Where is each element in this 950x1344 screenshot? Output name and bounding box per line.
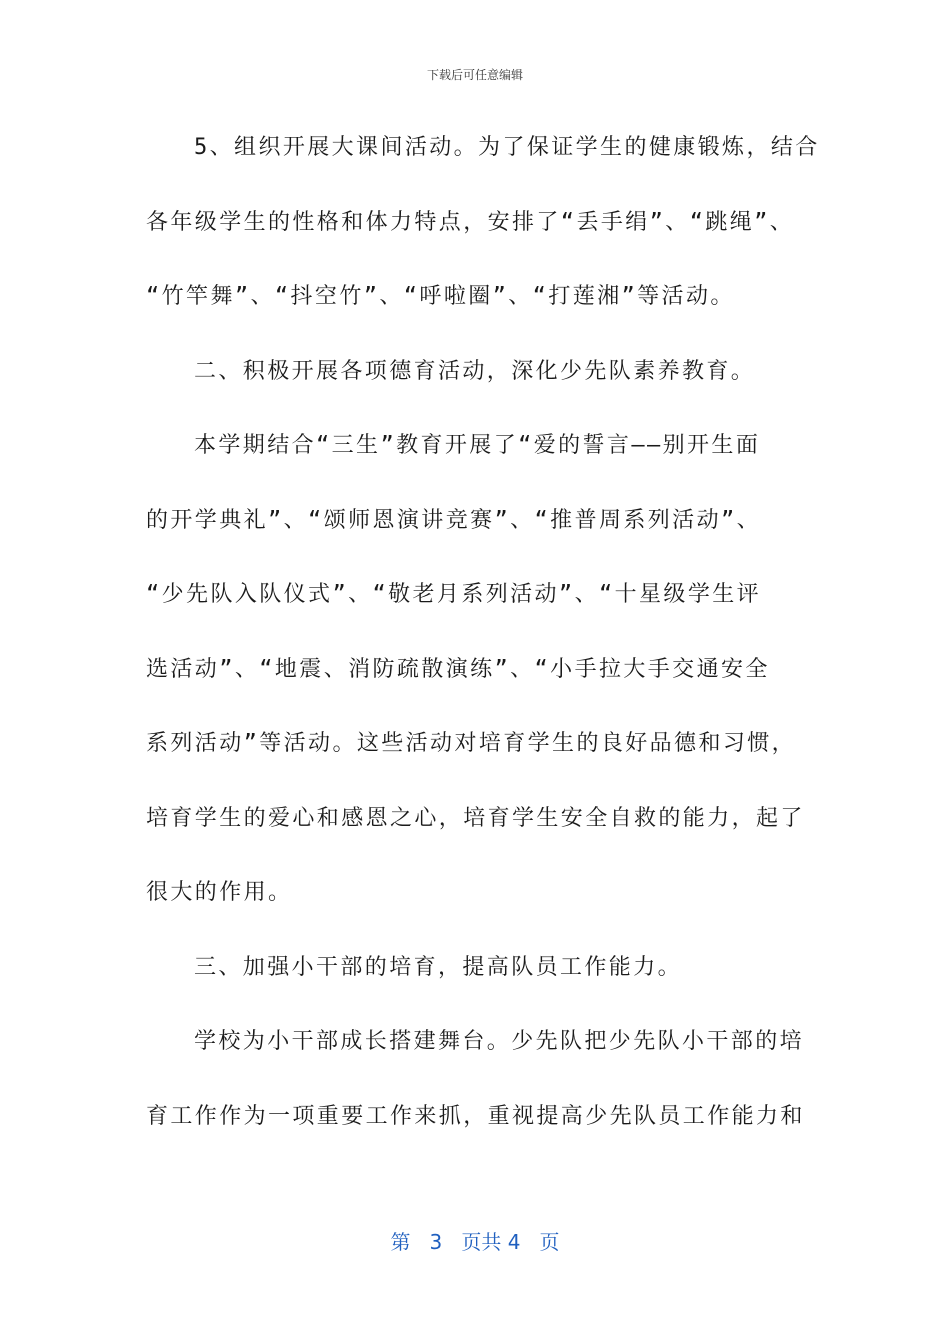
paragraph-line: “竹竿舞”、“抖空竹”、“呼啦圈”、“打莲湘”等活动。	[146, 284, 735, 309]
section-heading: 三、加强小干部的培育，提高队员工作能力。	[194, 954, 683, 980]
header-note: 下载后可任意编辑	[426, 68, 523, 82]
paragraph-line: 5、组织开展大课间活动。为了保证学生的健康锻炼，结合	[194, 135, 820, 160]
footer-label-suffix: 页	[539, 1230, 560, 1254]
paragraph-line: 育工作作为一项重要工作来抓，重视提高少先队员工作能力和	[146, 1103, 805, 1129]
footer-label-prefix: 第	[390, 1230, 411, 1254]
page-footer	[0, 1226, 950, 1255]
footer-total-pages: 4	[507, 1230, 521, 1254]
document-body	[146, 118, 820, 1161]
paragraph-line: “少先队入队仪式”、“敬老月系列活动”、“十星级学生评	[146, 582, 762, 607]
paragraph-line: 选活动”、“地震、消防疏散演练”、“小手拉大手交通安全	[146, 656, 770, 682]
footer-label-middle: 页共	[461, 1230, 502, 1254]
paragraph-line: 本学期结合“三生”教育开展了“爱的誓言——别开生面	[194, 433, 761, 458]
paragraph-line: 培育学生的爱心和感恩之心，培育学生安全自救的能力，起了	[146, 805, 805, 831]
paragraph-line: 各年级学生的性格和体力特点，安排了“丢手绢”、“跳绳”、	[146, 209, 795, 235]
section-heading: 二、积极开展各项德育活动，深化少先队素养教育。	[194, 358, 756, 384]
paragraph-line: 很大的作用。	[146, 880, 293, 905]
paragraph-line: 学校为小干部成长搭建舞台。少先队把少先队小干部的培	[194, 1029, 805, 1054]
footer-current-page: 3	[429, 1230, 443, 1254]
paragraph-line: 系列活动”等活动。这些活动对培育学生的良好品德和习惯，	[146, 731, 797, 756]
paragraph-line: 的开学典礼”、“颂师恩演讲竞赛”、“推普周系列活动”、	[146, 507, 762, 533]
